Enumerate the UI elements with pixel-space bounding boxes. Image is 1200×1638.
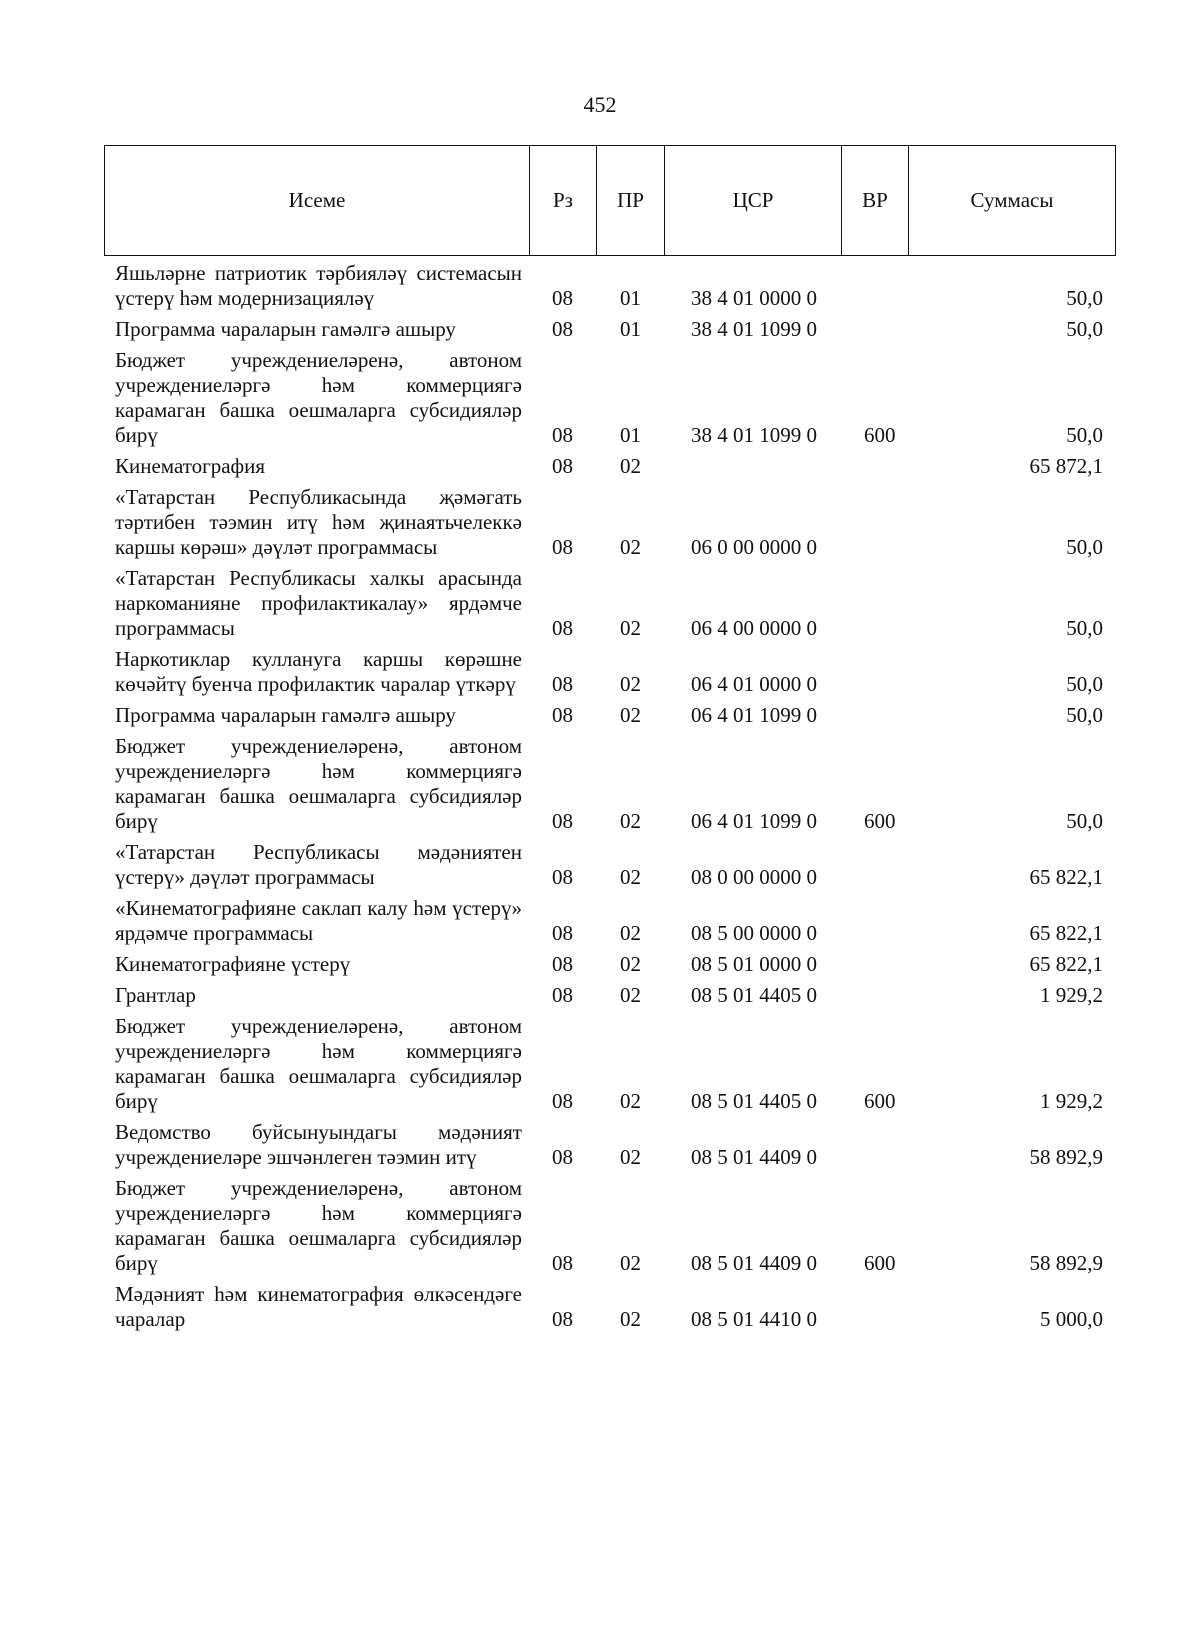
row-csr: 06 4 01 1099 0 bbox=[691, 703, 817, 727]
row-csr: 08 0 00 0000 0 bbox=[691, 865, 817, 889]
row-name: Программа чараларын гамәлгә ашыру bbox=[115, 317, 456, 341]
row-sum: 58 892,9 bbox=[1029, 1251, 1103, 1275]
row-name: Ведомство буйсынуындагы мәдәният учреждениеләре эшчәнлеген тәэмин итү bbox=[115, 1120, 522, 1169]
table-body bbox=[115, 258, 1115, 1335]
row-csr: 38 4 01 0000 0 bbox=[691, 286, 817, 310]
row-sum: 50,0 bbox=[1066, 317, 1103, 341]
table-row bbox=[115, 980, 1115, 1011]
table-row bbox=[115, 949, 1115, 980]
row-csr: 38 4 01 1099 0 bbox=[691, 317, 817, 341]
header-name: Исеме bbox=[288, 188, 346, 212]
row-csr: 08 5 00 0000 0 bbox=[691, 921, 817, 945]
row-pr: 01 bbox=[620, 317, 641, 341]
row-pr: 02 bbox=[620, 1089, 641, 1113]
table-header bbox=[104, 145, 1116, 256]
row-pr: 02 bbox=[620, 865, 641, 889]
table-row bbox=[115, 482, 1115, 563]
row-sum: 50,0 bbox=[1066, 423, 1103, 447]
row-name: «Татарстан Республикасы мәдәниятен үстерү» дәүләт программасы bbox=[115, 840, 522, 889]
row-csr: 08 5 01 4405 0 bbox=[691, 1089, 817, 1113]
row-name: «Татарстан Республикасында җәмәгать тәртибен тәэмин итү һәм җинаятьчелеккә каршы көрәш» дәүләт программасы bbox=[115, 485, 522, 559]
row-rz: 08 bbox=[552, 921, 573, 945]
table-row bbox=[115, 345, 1115, 451]
row-csr: 08 5 01 4410 0 bbox=[691, 1307, 817, 1331]
header-sum: Суммасы bbox=[908, 146, 1115, 255]
table-row bbox=[115, 314, 1115, 345]
row-csr: 06 4 01 0000 0 bbox=[691, 672, 817, 696]
row-rz: 08 bbox=[552, 672, 573, 696]
row-rz: 08 bbox=[552, 865, 573, 889]
row-rz: 08 bbox=[552, 1145, 573, 1169]
row-sum: 65 872,1 bbox=[1029, 454, 1103, 478]
row-csr: 06 4 00 0000 0 bbox=[691, 616, 817, 640]
table-row bbox=[115, 1011, 1115, 1117]
row-name: Кинематографияне үстерү bbox=[115, 952, 351, 976]
row-pr: 02 bbox=[620, 535, 641, 559]
row-csr: 06 4 01 1099 0 bbox=[691, 809, 817, 833]
row-sum: 65 822,1 bbox=[1029, 952, 1103, 976]
header-rz: Рз bbox=[529, 146, 596, 255]
table-row bbox=[115, 893, 1115, 949]
row-rz: 08 bbox=[552, 952, 573, 976]
table-row bbox=[115, 451, 1115, 482]
row-name: Бюджет учреждениеләренә, автоном учреждениеләргә һәм коммерциягә карамаган башка оешмаларга субсидияләр бирү bbox=[115, 1176, 522, 1275]
row-csr: 06 0 00 0000 0 bbox=[691, 535, 817, 559]
row-rz: 08 bbox=[552, 983, 573, 1007]
row-sum: 50,0 bbox=[1066, 703, 1103, 727]
row-vr: 600 bbox=[864, 1251, 896, 1275]
row-name: Бюджет учреждениеләренә, автоном учреждениеләргә һәм коммерциягә карамаган башка оешмаларга субсидияләр бирү bbox=[115, 1014, 522, 1113]
table-row bbox=[115, 700, 1115, 731]
row-pr: 02 bbox=[620, 983, 641, 1007]
table-row bbox=[115, 1279, 1115, 1335]
row-sum: 50,0 bbox=[1066, 535, 1103, 559]
row-vr: 600 bbox=[864, 423, 896, 447]
row-rz: 08 bbox=[552, 454, 573, 478]
row-name: Наркотиклар куллануга каршы көрәшне көчәйтү буенча профилактик чаралар үткәрү bbox=[115, 647, 522, 696]
row-name: «Кинематографияне саклап калу һәм үстерү» ярдәмче программасы bbox=[115, 896, 522, 945]
header-vr: ВР bbox=[841, 146, 908, 255]
row-sum: 50,0 bbox=[1066, 616, 1103, 640]
row-sum: 1 929,2 bbox=[1040, 1089, 1103, 1113]
row-pr: 02 bbox=[620, 809, 641, 833]
row-csr: 08 5 01 4405 0 bbox=[691, 983, 817, 1007]
row-name: Грантлар bbox=[115, 983, 196, 1007]
table-row bbox=[115, 1173, 1115, 1279]
row-rz: 08 bbox=[552, 1307, 573, 1331]
row-pr: 02 bbox=[620, 1307, 641, 1331]
row-vr: 600 bbox=[864, 809, 896, 833]
row-name: Программа чараларын гамәлгә ашыру bbox=[115, 703, 456, 727]
row-rz: 08 bbox=[552, 703, 573, 727]
row-pr: 01 bbox=[620, 423, 641, 447]
row-pr: 02 bbox=[620, 454, 641, 478]
row-sum: 50,0 bbox=[1066, 286, 1103, 310]
row-rz: 08 bbox=[552, 1251, 573, 1275]
row-csr: 38 4 01 1099 0 bbox=[691, 423, 817, 447]
row-sum: 1 929,2 bbox=[1040, 983, 1103, 1007]
row-rz: 08 bbox=[552, 1089, 573, 1113]
table-row bbox=[115, 731, 1115, 837]
row-sum: 58 892,9 bbox=[1029, 1145, 1103, 1169]
table-row bbox=[115, 1117, 1115, 1173]
table-row bbox=[115, 258, 1115, 314]
table-row bbox=[115, 644, 1115, 700]
row-sum: 50,0 bbox=[1066, 809, 1103, 833]
row-name: Бюджет учреждениеләренә, автоном учреждениеләргә һәм коммерциягә карамаган башка оешмаларга субсидияләр бирү bbox=[115, 734, 522, 833]
row-name: Бюджет учреждениеләренә, автоном учреждениеләргә һәм коммерциягә карамаган башка оешмаларга субсидияләр бирү bbox=[115, 348, 522, 447]
row-pr: 01 bbox=[620, 286, 641, 310]
row-pr: 02 bbox=[620, 616, 641, 640]
row-sum: 5 000,0 bbox=[1040, 1307, 1103, 1331]
row-name: «Татарстан Республикасы халкы арасында наркоманияне профилактикалау» ярдәмче программасы bbox=[115, 566, 522, 640]
row-vr: 600 bbox=[864, 1089, 896, 1113]
row-pr: 02 bbox=[620, 1251, 641, 1275]
header-pr: ПР bbox=[596, 146, 664, 255]
row-rz: 08 bbox=[552, 317, 573, 341]
row-name: Мәдәният һәм кинематография өлкәсендәге чаралар bbox=[115, 1282, 522, 1331]
row-rz: 08 bbox=[552, 423, 573, 447]
row-rz: 08 bbox=[552, 535, 573, 559]
row-csr: 08 5 01 0000 0 bbox=[691, 952, 817, 976]
row-rz: 08 bbox=[552, 286, 573, 310]
row-sum: 65 822,1 bbox=[1029, 865, 1103, 889]
row-pr: 02 bbox=[620, 921, 641, 945]
page-number: 452 bbox=[583, 92, 617, 117]
row-rz: 08 bbox=[552, 616, 573, 640]
table-row bbox=[115, 837, 1115, 893]
table-row bbox=[115, 563, 1115, 644]
row-name: Яшьләрне патриотик тәрбияләү системасын үстерү һәм модернизацияләү bbox=[115, 261, 522, 310]
row-pr: 02 bbox=[620, 703, 641, 727]
row-sum: 65 822,1 bbox=[1029, 921, 1103, 945]
row-csr: 08 5 01 4409 0 bbox=[691, 1251, 817, 1275]
row-name: Кинематография bbox=[115, 454, 266, 478]
row-csr: 08 5 01 4409 0 bbox=[691, 1145, 817, 1169]
row-pr: 02 bbox=[620, 952, 641, 976]
row-sum: 50,0 bbox=[1066, 672, 1103, 696]
row-rz: 08 bbox=[552, 809, 573, 833]
header-csr: ЦСР bbox=[664, 146, 841, 255]
row-pr: 02 bbox=[620, 672, 641, 696]
row-pr: 02 bbox=[620, 1145, 641, 1169]
